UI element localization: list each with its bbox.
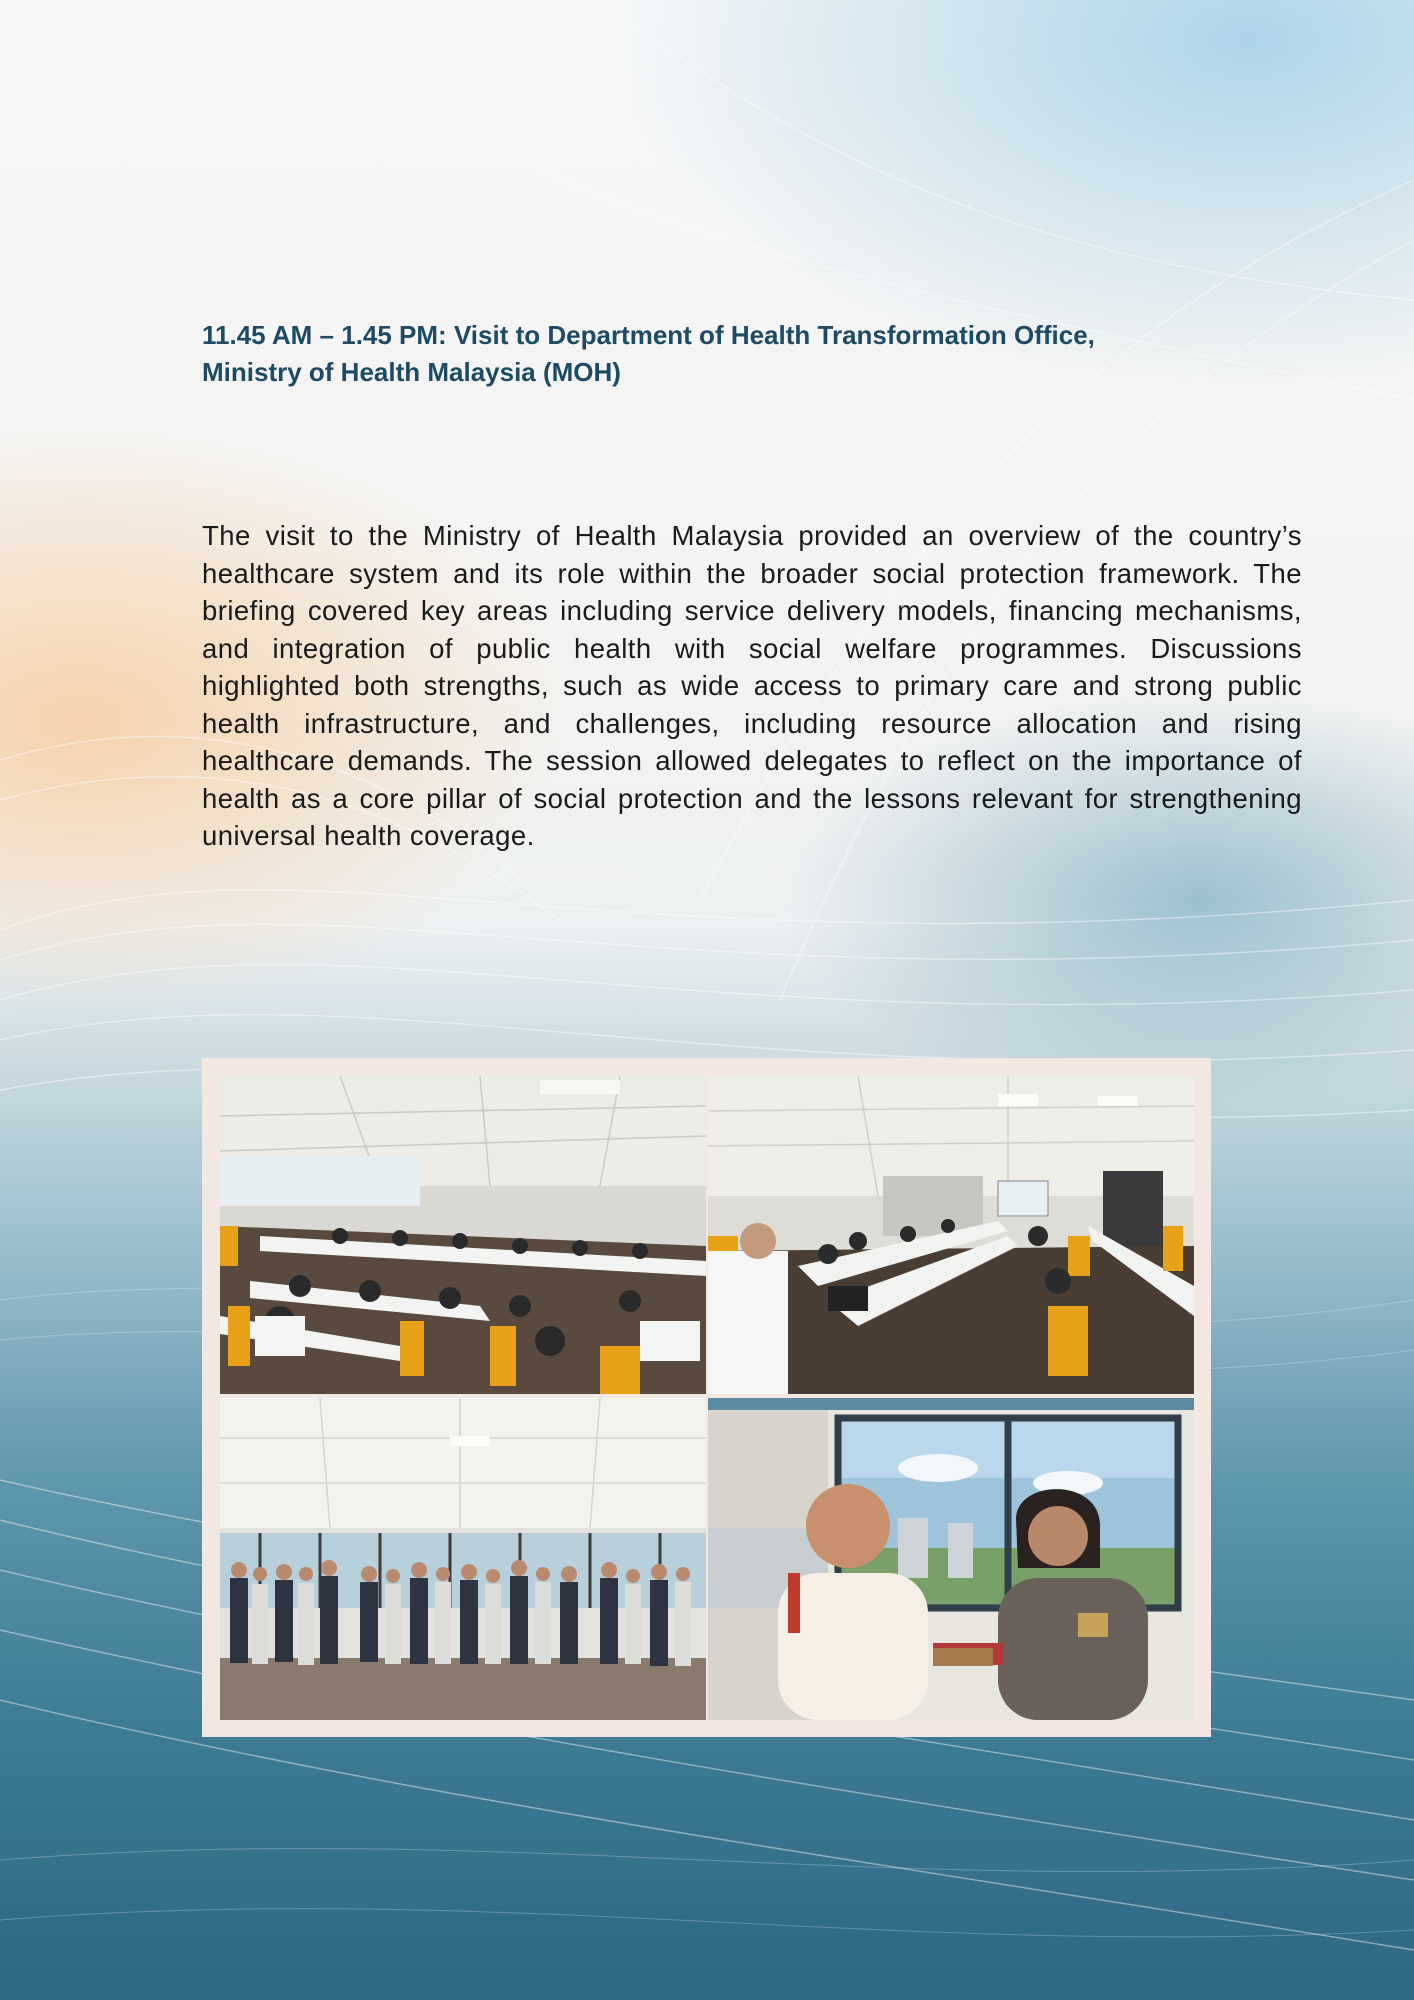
section-heading	[202, 317, 1202, 391]
group-photo	[220, 1398, 706, 1720]
heading-line-2: Ministry of Health Malaysia (MOH)	[202, 357, 621, 387]
souvenir-exchange-photo	[708, 1398, 1194, 1720]
meeting-room-photo-left	[220, 1076, 706, 1394]
photo-collage	[202, 1058, 1211, 1737]
section-body-paragraph: The visit to the Ministry of Health Malaysia provided an overview of the country’s healthcare system and its role within the broader social protection framework. The briefing covered key areas including service delivery models, financing mechanisms, and integration of public health with social welfare programmes. Discussions highlighted both strengths, such as wide access to primary care and strong public health infrastructure, and challenges, including resource allocation and rising healthcare demands. The session allowed delegates to reflect on the importance of health as a core pillar of social protection and the lessons relevant for strengthening universal health coverage.	[202, 520, 1302, 851]
meeting-room-photo-right	[708, 1076, 1194, 1394]
heading-line-1: 11.45 AM – 1.45 PM: Visit to Department of Health Transformation Office,	[202, 320, 1095, 350]
